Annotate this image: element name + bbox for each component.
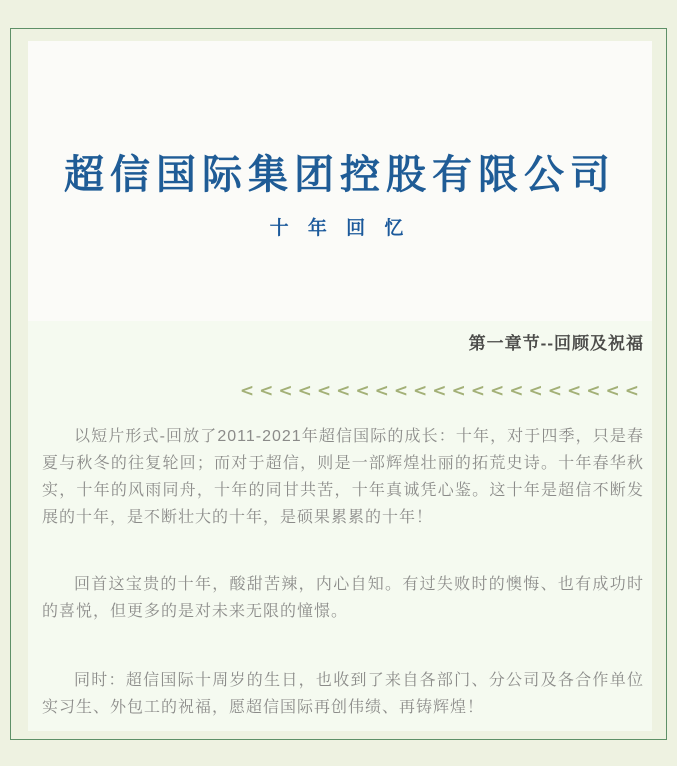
paragraph-3: 同时：超信国际十周岁的生日，也收到了来自各部门、分公司及各合作单位实习生、外包工的祝福，愿超信国际再创伟绩、再铸辉煌！ bbox=[42, 672, 644, 716]
page-subtitle: 十 年 回 忆 bbox=[269, 218, 411, 239]
article-body bbox=[42, 423, 644, 721]
header-card bbox=[28, 41, 652, 321]
company-title: 超信国际集团控股有限公司 bbox=[64, 151, 616, 198]
section-heading: 第一章节--回顾及祝福 bbox=[468, 334, 644, 353]
paragraph-1: 以短片形式-回放了2011-2021年超信国际的成长：十年，对于四季，只是春夏与秋冬的往复轮回；而对于超信，则是一部辉煌壮丽的拓荒史诗。十年春华秋实，十年的风雨同舟，十年的同甘共苦，十年真诚凭心鉴。这十年是超信不断发展的十年，是不断壮大的十年，是硕果累累的十年！ bbox=[42, 428, 644, 526]
chevron-divider: <<<<<<<<<<<<<<<<<<<<< bbox=[239, 381, 644, 401]
paragraph-2: 回首这宝贵的十年，酸甜苦辣，内心自知。有过失败时的懊悔、也有成功时的喜悦，但更多的是对未来无限的憧憬。 bbox=[42, 576, 644, 620]
content-section bbox=[28, 321, 652, 731]
page-frame bbox=[10, 28, 667, 740]
